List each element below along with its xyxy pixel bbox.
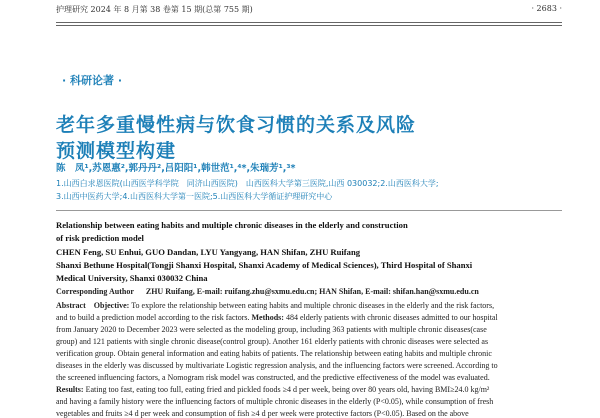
english-title-line-1: Relationship between eating habits and multiple chronic diseases in the elderly and construction [56,220,408,230]
corresponding-text: ZHU Ruifang, E-mail: ruifang.zhu@sxmu.edu.cn; HAN Shifan, E-mail: shifan.han@sxmu.edu.cn [145,287,479,296]
abstract-line-5: verification group. Obtain general information and eating habits of patients. The relationship between eating habits and multiple chronic [56,349,492,358]
running-header-journal: 护理研究 2024 年 8 月第 38 卷第 15 期(总第 755 期) [56,5,253,14]
objective-label: Objective: [93,301,130,310]
chinese-title-line-1: 老年多重慢性病与饮食习惯的关系及风险 [56,114,417,136]
running-header-page-number: · 2683 · [531,4,562,13]
corresponding-label: Corresponding Author [56,287,134,296]
methods-text: 484 elderly patients with chronic diseases admitted to our hospital [285,313,498,322]
chinese-title-line-2: 预测模型构建 [56,140,177,162]
results-label: Results: [56,385,84,394]
methods-label: Methods: [251,313,284,322]
abstract-line-10: vegetables and fruits ≥4 d per week and consumption of fish ≥4 d per week were protective factors (P<0.05). Based on the above [56,409,469,418]
abstract-results [56,385,489,394]
abstract-label: Abstract [56,301,86,310]
english-affiliation-line-2: Medical University, Shanxi 030032 China [56,273,208,283]
english-authors: CHEN Feng, SU Enhui, GUO Dandan, LYU Yangyang, HAN Shifan, ZHU Ruifang [56,247,361,257]
abstract-line-2: and to build a prediction model according to the risk factors. [56,313,250,322]
header-rule-bottom [56,25,562,26]
corresponding-author [56,287,479,296]
abstract-line-4: group) and 121 patients with single chronic disease(control group). Another 161 elderly patients with chronic diseases were selected as [56,337,489,346]
results-text: Eating too fast, eating too full, eating fried and pickled foods ≥4 d per week, being over 80 years old, having BMI≥24.0 kg/m² [85,385,490,394]
header-rule-top [56,22,562,23]
english-affiliation-line-1: Shanxi Bethune Hospital(Tongji Shanxi Hospital, Shanxi Academy of Medical Sciences), Third Hospital of Shanxi [56,260,473,270]
english-title-line-2: of risk prediction model [56,233,144,243]
abstract-line-9: and having a family history were the influencing factors of multiple chronic diseases in the elderly (P<0.05), while consumption of fresh [56,397,494,406]
section-divider [56,210,562,211]
abstract-line [56,313,498,322]
chinese-affiliation-line-1: 1.山西白求恩医院(山西医学科学院 同济山西医院) 山西医科大学第三医院,山西 030032;2.山西医科大学; [56,179,439,188]
abstract-line-3: from January 2020 to December 2023 were selected as the modeling group, including 363 patients with multiple chronic diseases(case [56,325,487,334]
chinese-affiliation-line-2: 3.山西中医药大学;4.山西医科大学第一医院;5.山西医科大学循证护理研究中心 [56,192,333,201]
abstract-objective [56,301,494,310]
objective-text: To explore the relationship between eating habits and multiple chronic diseases in the elderly and the risk factors, [131,301,495,310]
chinese-authors: 陈 凤¹,苏恩惠²,郭丹丹²,吕阳阳¹,韩世范¹,⁴*,朱瑞芳¹,³* [56,163,296,174]
abstract-line-7: the screened influencing factors, a Nomogram risk model was constructed, and the predictive effectiveness of the model was evaluated. [56,373,490,382]
section-tag: · 科研论著 · [62,74,123,87]
abstract-line-6: diseases in the elderly was discussed by multivariate Logistic regression analysis, and the influencing factors were screened. According to [56,361,498,370]
